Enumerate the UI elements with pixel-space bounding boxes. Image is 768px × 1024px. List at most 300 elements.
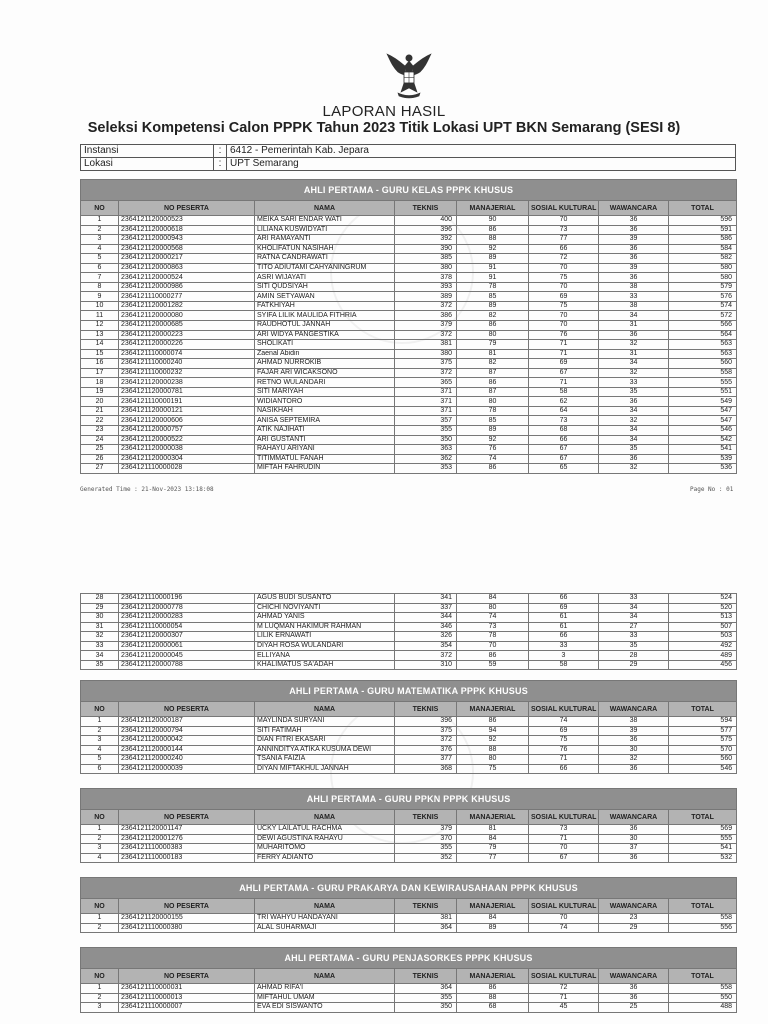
- participant-number: 2364121110000277: [119, 292, 255, 302]
- info-row-lokasi: [81, 158, 736, 171]
- score-wawancara: 33: [599, 378, 669, 388]
- col-no-header: NO: [81, 702, 119, 717]
- participant-name: NASIKHAH: [255, 406, 395, 416]
- score-manajerial: 78: [457, 282, 529, 292]
- score-wawancara: 27: [599, 622, 669, 632]
- row-number: 20: [81, 397, 119, 407]
- participant-name: EVA EDI SISWANTO: [255, 1003, 395, 1013]
- page-number: Page No : 01: [690, 486, 734, 493]
- row-number: 6: [81, 764, 119, 774]
- table-row: [81, 349, 737, 359]
- participant-number: 2364121110000007: [119, 1003, 255, 1013]
- row-number: 28: [81, 594, 119, 604]
- score-total: 546: [669, 764, 737, 774]
- score-sosial-kultural: 62: [529, 397, 599, 407]
- score-manajerial: 87: [457, 368, 529, 378]
- score-teknis: 364: [395, 923, 457, 933]
- score-wawancara: 32: [599, 416, 669, 426]
- score-wawancara: 33: [599, 632, 669, 642]
- row-number: 2: [81, 225, 119, 235]
- row-number: 32: [81, 632, 119, 642]
- score-sosial-kultural: 58: [529, 660, 599, 670]
- participant-number: 2364121120000757: [119, 426, 255, 436]
- participant-number: 2364121120000240: [119, 755, 255, 765]
- participant-name: SITI QUDSIYAH: [255, 282, 395, 292]
- row-number: 2: [81, 993, 119, 1003]
- row-number: 3: [81, 1003, 119, 1013]
- score-manajerial: 89: [457, 301, 529, 311]
- col-teknis-header: TEKNIS: [395, 810, 457, 825]
- col-sosial-kultural-header: SOSIAL KULTURAL: [529, 702, 599, 717]
- participant-number: 2364121120000080: [119, 311, 255, 321]
- row-number: 27: [81, 464, 119, 474]
- info-label: Instansi: [81, 145, 214, 158]
- score-manajerial: 86: [457, 984, 529, 994]
- score-manajerial: 88: [457, 993, 529, 1003]
- table-row: [81, 594, 737, 604]
- participant-name: LILIK ERNAWATI: [255, 632, 395, 642]
- row-number: 1: [81, 984, 119, 994]
- row-number: 12: [81, 321, 119, 331]
- table-row: [81, 435, 737, 445]
- table-row: [81, 311, 737, 321]
- score-teknis: 378: [395, 273, 457, 283]
- participant-number: 2364121110000028: [119, 464, 255, 474]
- col-manajerial-header: MANAJERIAL: [457, 201, 529, 216]
- info-value: 6412 - Pemerintah Kab. Jepara: [227, 145, 736, 158]
- score-manajerial: 82: [457, 359, 529, 369]
- participant-name: Zaenal Abidin: [255, 349, 395, 359]
- score-total: 539: [669, 454, 737, 464]
- score-total: 563: [669, 349, 737, 359]
- score-manajerial: 85: [457, 416, 529, 426]
- score-total: 542: [669, 435, 737, 445]
- table-row: [81, 923, 737, 933]
- score-teknis: 385: [395, 254, 457, 264]
- score-wawancara: 36: [599, 825, 669, 835]
- row-number: 31: [81, 622, 119, 632]
- score-sosial-kultural: 66: [529, 632, 599, 642]
- participant-name: M LUQMAN HAKIMUR RAHMAN: [255, 622, 395, 632]
- score-teknis: 357: [395, 416, 457, 426]
- score-manajerial: 89: [457, 923, 529, 933]
- participant-number: 2364121120000155: [119, 914, 255, 924]
- score-wawancara: 30: [599, 834, 669, 844]
- score-sosial-kultural: 71: [529, 834, 599, 844]
- participant-number: 2364121120000283: [119, 613, 255, 623]
- participant-name: SHOLIKATI: [255, 340, 395, 350]
- score-manajerial: 79: [457, 340, 529, 350]
- participant-name: AHMAD RIFA'I: [255, 984, 395, 994]
- score-total: 541: [669, 844, 737, 854]
- participant-number: 2364121110000191: [119, 397, 255, 407]
- participant-number: 2364121120000943: [119, 235, 255, 245]
- participant-number: 2364121120000523: [119, 216, 255, 226]
- participant-number: 2364121120000618: [119, 225, 255, 235]
- participant-name: AMIN SETYAWAN: [255, 292, 395, 302]
- score-sosial-kultural: 58: [529, 387, 599, 397]
- score-wawancara: 35: [599, 387, 669, 397]
- score-total: 555: [669, 834, 737, 844]
- table-row: [81, 406, 737, 416]
- score-manajerial: 74: [457, 454, 529, 464]
- col-manajerial-header: MANAJERIAL: [457, 969, 529, 984]
- row-number: 35: [81, 660, 119, 670]
- participant-number: 2364121120000038: [119, 445, 255, 455]
- participant-name: ARI WIDYA PANGESTIKA: [255, 330, 395, 340]
- section-title: AHLI PERTAMA - GURU PPKN PPPK KHUSUS: [81, 789, 737, 810]
- score-total: 564: [669, 330, 737, 340]
- score-total: 570: [669, 745, 737, 755]
- participant-name: MIFTAH FAHRUDIN: [255, 464, 395, 474]
- participant-number: 2364121110000074: [119, 349, 255, 359]
- row-number: 5: [81, 254, 119, 264]
- score-total: 579: [669, 282, 737, 292]
- score-teknis: 372: [395, 651, 457, 661]
- section-title: AHLI PERTAMA - GURU MATEMATIKA PPPK KHUSUS: [81, 681, 737, 702]
- score-manajerial: 86: [457, 651, 529, 661]
- table-row: [81, 301, 737, 311]
- score-total: 558: [669, 984, 737, 994]
- score-teknis: 346: [395, 622, 457, 632]
- score-teknis: 386: [395, 311, 457, 321]
- row-number: 29: [81, 603, 119, 613]
- col-no-header: NO: [81, 201, 119, 216]
- score-manajerial: 78: [457, 406, 529, 416]
- col-no-header: NO: [81, 969, 119, 984]
- participant-number: 2364121120000226: [119, 340, 255, 350]
- table-row: [81, 641, 737, 651]
- row-number: 23: [81, 426, 119, 436]
- participant-number: 2364121110000383: [119, 844, 255, 854]
- col-no-peserta-header: NO PESERTA: [119, 969, 255, 984]
- row-number: 1: [81, 717, 119, 727]
- score-teknis: 371: [395, 387, 457, 397]
- row-number: 9: [81, 292, 119, 302]
- participant-number: 2364121120000788: [119, 660, 255, 670]
- score-manajerial: 81: [457, 349, 529, 359]
- score-manajerial: 80: [457, 603, 529, 613]
- score-manajerial: 86: [457, 225, 529, 235]
- table-row: [81, 660, 737, 670]
- score-sosial-kultural: 66: [529, 435, 599, 445]
- col-total-header: TOTAL: [669, 810, 737, 825]
- score-teknis: 393: [395, 282, 457, 292]
- score-teknis: 372: [395, 368, 457, 378]
- col-sosial-kultural-header: SOSIAL KULTURAL: [529, 810, 599, 825]
- score-manajerial: 92: [457, 244, 529, 254]
- row-number: 4: [81, 244, 119, 254]
- results-table-guru-ppkn: [80, 788, 737, 863]
- participant-name: SYIFA LILIK MAULIDA FITHRIA: [255, 311, 395, 321]
- score-manajerial: 82: [457, 311, 529, 321]
- score-wawancara: 34: [599, 603, 669, 613]
- score-total: 560: [669, 755, 737, 765]
- score-sosial-kultural: 77: [529, 235, 599, 245]
- score-sosial-kultural: 70: [529, 216, 599, 226]
- score-sosial-kultural: 70: [529, 311, 599, 321]
- score-total: 558: [669, 914, 737, 924]
- table-row: [81, 387, 737, 397]
- score-total: 586: [669, 235, 737, 245]
- row-number: 25: [81, 445, 119, 455]
- score-manajerial: 73: [457, 622, 529, 632]
- score-sosial-kultural: 73: [529, 416, 599, 426]
- section-title: AHLI PERTAMA - GURU PENJASORKES PPPK KHUSUS: [81, 948, 737, 969]
- score-wawancara: 38: [599, 301, 669, 311]
- score-manajerial: 88: [457, 745, 529, 755]
- score-teknis: 372: [395, 736, 457, 746]
- participant-number: 2364121120000045: [119, 651, 255, 661]
- score-teknis: 371: [395, 397, 457, 407]
- score-wawancara: 30: [599, 745, 669, 755]
- score-total: 550: [669, 993, 737, 1003]
- score-total: 488: [669, 1003, 737, 1013]
- score-teknis: 381: [395, 914, 457, 924]
- row-number: 15: [81, 349, 119, 359]
- table-row: [81, 825, 737, 835]
- score-teknis: 377: [395, 755, 457, 765]
- table-row: [81, 736, 737, 746]
- score-total: 489: [669, 651, 737, 661]
- score-total: 577: [669, 726, 737, 736]
- info-separator: :: [214, 158, 227, 171]
- score-wawancara: 33: [599, 594, 669, 604]
- score-wawancara: 32: [599, 368, 669, 378]
- participant-number: 2364121120001282: [119, 301, 255, 311]
- participant-name: KHALIMATUS SA'ADAH: [255, 660, 395, 670]
- table-row: [81, 216, 737, 226]
- score-wawancara: 36: [599, 225, 669, 235]
- score-sosial-kultural: 74: [529, 923, 599, 933]
- score-wawancara: 39: [599, 235, 669, 245]
- score-sosial-kultural: 61: [529, 622, 599, 632]
- score-total: 547: [669, 406, 737, 416]
- participant-name: ASRI WIJAYATI: [255, 273, 395, 283]
- score-wawancara: 39: [599, 263, 669, 273]
- report-subtitle: Seleksi Kompetensi Calon PPPK Tahun 2023 Titik Lokasi UPT BKN Semarang (SESI 8): [87, 120, 681, 136]
- participant-number: 2364121120000238: [119, 378, 255, 388]
- participant-number: 2364121120001276: [119, 834, 255, 844]
- table-row: [81, 613, 737, 623]
- col-sosial-kultural-header: SOSIAL KULTURAL: [529, 899, 599, 914]
- row-number: 1: [81, 825, 119, 835]
- section-title: AHLI PERTAMA - GURU PRAKARYA DAN KEWIRAUSAHAAN PPPK KHUSUS: [81, 878, 737, 899]
- score-manajerial: 86: [457, 464, 529, 474]
- score-sosial-kultural: 33: [529, 641, 599, 651]
- score-manajerial: 91: [457, 263, 529, 273]
- score-sosial-kultural: 69: [529, 603, 599, 613]
- table-row: [81, 717, 737, 727]
- score-wawancara: 36: [599, 254, 669, 264]
- participant-number: 2364121110000240: [119, 359, 255, 369]
- score-total: 503: [669, 632, 737, 642]
- table-row: [81, 263, 737, 273]
- col-nama-header: NAMA: [255, 969, 395, 984]
- score-manajerial: 84: [457, 594, 529, 604]
- score-sosial-kultural: 70: [529, 282, 599, 292]
- participant-number: 2364121110000380: [119, 923, 255, 933]
- col-total-header: TOTAL: [669, 201, 737, 216]
- score-sosial-kultural: 45: [529, 1003, 599, 1013]
- score-teknis: 350: [395, 435, 457, 445]
- score-manajerial: 92: [457, 435, 529, 445]
- row-number: 4: [81, 853, 119, 863]
- results-table-guru-penjasorkes: [80, 947, 737, 1013]
- participant-name: WIDIANTORO: [255, 397, 395, 407]
- score-total: 596: [669, 216, 737, 226]
- score-total: 556: [669, 923, 737, 933]
- score-wawancara: 34: [599, 613, 669, 623]
- score-manajerial: 80: [457, 330, 529, 340]
- results-table-guru-kelas-continued: [80, 593, 737, 670]
- participant-name: UCKY LAILATUL RACHMA: [255, 825, 395, 835]
- col-total-header: TOTAL: [669, 899, 737, 914]
- score-sosial-kultural: 67: [529, 368, 599, 378]
- score-sosial-kultural: 76: [529, 745, 599, 755]
- score-wawancara: 33: [599, 292, 669, 302]
- table-row: [81, 273, 737, 283]
- score-teknis: 396: [395, 717, 457, 727]
- score-teknis: 380: [395, 349, 457, 359]
- table-row: [81, 244, 737, 254]
- participant-number: 2364121120000304: [119, 454, 255, 464]
- info-label: Lokasi: [81, 158, 214, 171]
- score-manajerial: 88: [457, 235, 529, 245]
- participant-number: 2364121120000794: [119, 726, 255, 736]
- participant-name: AGUS BUDI SUSANTO: [255, 594, 395, 604]
- score-wawancara: 29: [599, 660, 669, 670]
- score-manajerial: 76: [457, 445, 529, 455]
- col-wawancara-header: WAWANCARA: [599, 899, 669, 914]
- score-teknis: 326: [395, 632, 457, 642]
- score-wawancara: 29: [599, 923, 669, 933]
- score-manajerial: 91: [457, 273, 529, 283]
- score-teknis: 363: [395, 445, 457, 455]
- score-total: 541: [669, 445, 737, 455]
- participant-name: ELLIYANA: [255, 651, 395, 661]
- column-header-row: [81, 702, 737, 717]
- score-sosial-kultural: 70: [529, 844, 599, 854]
- score-sosial-kultural: 69: [529, 359, 599, 369]
- row-number: 19: [81, 387, 119, 397]
- score-teknis: 364: [395, 984, 457, 994]
- score-total: 575: [669, 736, 737, 746]
- score-wawancara: 34: [599, 359, 669, 369]
- participant-name: SITI MARIYAH: [255, 387, 395, 397]
- table-row: [81, 397, 737, 407]
- participant-name: CHICHI NOVIYANTI: [255, 603, 395, 613]
- table-row: [81, 622, 737, 632]
- col-manajerial-header: MANAJERIAL: [457, 899, 529, 914]
- participant-name: DIYAH ROSA WULANDARI: [255, 641, 395, 651]
- score-sosial-kultural: 71: [529, 378, 599, 388]
- row-number: 21: [81, 406, 119, 416]
- score-manajerial: 70: [457, 641, 529, 651]
- score-wawancara: 39: [599, 726, 669, 736]
- participant-name: AHMAD YANIS: [255, 613, 395, 623]
- participant-number: 2364121120001147: [119, 825, 255, 835]
- score-total: 532: [669, 853, 737, 863]
- garuda-emblem-icon: [386, 48, 432, 100]
- score-sosial-kultural: 70: [529, 914, 599, 924]
- results-table-guru-prakarya: [80, 877, 737, 933]
- column-header-row: [81, 201, 737, 216]
- score-wawancara: 35: [599, 641, 669, 651]
- col-nama-header: NAMA: [255, 899, 395, 914]
- section-title-row: [81, 948, 737, 969]
- row-number: 24: [81, 435, 119, 445]
- score-manajerial: 94: [457, 726, 529, 736]
- score-wawancara: 34: [599, 311, 669, 321]
- col-nama-header: NAMA: [255, 201, 395, 216]
- score-teknis: 376: [395, 745, 457, 755]
- col-teknis-header: TEKNIS: [395, 969, 457, 984]
- table-row: [81, 853, 737, 863]
- participant-name: KHOLIFATUN NASIHAH: [255, 244, 395, 254]
- score-sosial-kultural: 73: [529, 825, 599, 835]
- score-wawancara: 28: [599, 651, 669, 661]
- score-wawancara: 25: [599, 1003, 669, 1013]
- score-manajerial: 86: [457, 717, 529, 727]
- score-teknis: 344: [395, 613, 457, 623]
- row-number: 17: [81, 368, 119, 378]
- score-wawancara: 31: [599, 349, 669, 359]
- score-sosial-kultural: 71: [529, 755, 599, 765]
- score-manajerial: 79: [457, 844, 529, 854]
- participant-number: 2364121120000042: [119, 736, 255, 746]
- score-manajerial: 75: [457, 764, 529, 774]
- score-total: 584: [669, 244, 737, 254]
- score-sosial-kultural: 64: [529, 406, 599, 416]
- score-teknis: 368: [395, 764, 457, 774]
- score-sosial-kultural: 3: [529, 651, 599, 661]
- score-wawancara: 36: [599, 330, 669, 340]
- row-number: 16: [81, 359, 119, 369]
- score-sosial-kultural: 67: [529, 454, 599, 464]
- table-row: [81, 416, 737, 426]
- row-number: 3: [81, 736, 119, 746]
- score-manajerial: 85: [457, 292, 529, 302]
- score-teknis: 372: [395, 330, 457, 340]
- score-sosial-kultural: 66: [529, 764, 599, 774]
- row-number: 8: [81, 282, 119, 292]
- col-wawancara-header: WAWANCARA: [599, 702, 669, 717]
- participant-name: FATKHIYAH: [255, 301, 395, 311]
- col-no-peserta-header: NO PESERTA: [119, 201, 255, 216]
- table-row: [81, 651, 737, 661]
- participant-number: 2364121120000781: [119, 387, 255, 397]
- row-number: 14: [81, 340, 119, 350]
- score-manajerial: 59: [457, 660, 529, 670]
- score-teknis: 379: [395, 321, 457, 331]
- score-wawancara: 36: [599, 273, 669, 283]
- score-manajerial: 74: [457, 613, 529, 623]
- table-row: [81, 726, 737, 736]
- info-table: [80, 144, 736, 171]
- score-sosial-kultural: 75: [529, 273, 599, 283]
- row-number: 5: [81, 755, 119, 765]
- score-manajerial: 80: [457, 397, 529, 407]
- participant-name: RATNA CANDRAWATI: [255, 254, 395, 264]
- score-total: 563: [669, 340, 737, 350]
- score-sosial-kultural: 67: [529, 445, 599, 455]
- row-number: 1: [81, 914, 119, 924]
- score-sosial-kultural: 74: [529, 717, 599, 727]
- row-number: 3: [81, 235, 119, 245]
- row-number: 2: [81, 923, 119, 933]
- table-row: [81, 340, 737, 350]
